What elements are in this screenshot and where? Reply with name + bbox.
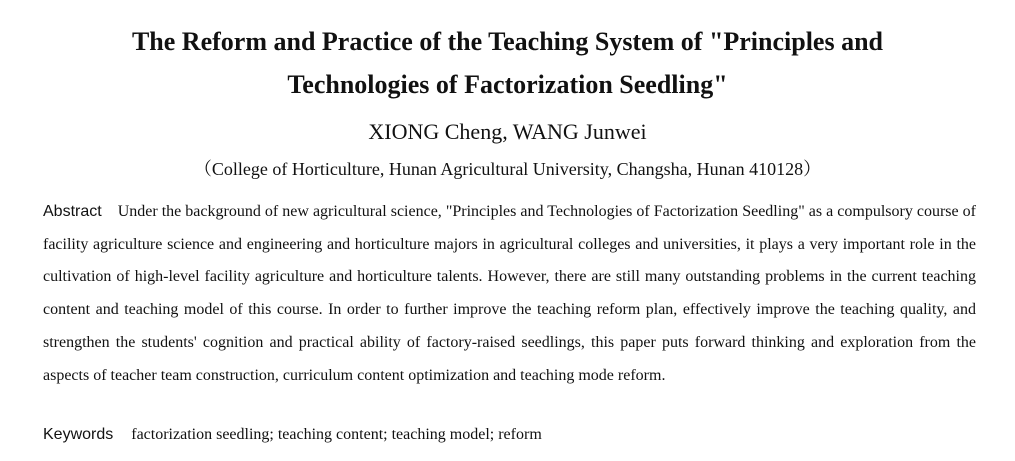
author-list: XIONG Cheng, WANG Junwei <box>368 119 647 144</box>
abstract-label: Abstract <box>43 203 102 220</box>
paper-title-line-1: The Reform and Practice of the Teaching System of "Principles and <box>131 27 884 56</box>
keywords-label: Keywords <box>43 426 114 443</box>
author-affiliation: （College of Horticulture, Hunan Agricultural University, Changsha, Hunan 410128） <box>193 159 822 179</box>
abstract-text: Under the background of new agricultural science, "Principles and Technologies of Factorization Seedling" as a compulsory course of facility agriculture science and engineering and horticulture majors in agricultural colleges and universities, it plays a very important role in the cultivation of high-level facility agriculture and horticulture talents. However, there are still many outstanding problems in the current teaching content and teaching model of this course. In order to further improve the teaching reform plan, effectively improve the teaching quality, and strengthen the students' cognition and practical ability of factory-raised seedlings, this paper puts forward thinking and exploration from the aspects of teacher team construction, curriculum content optimization and teaching mode reform. <box>43 203 976 384</box>
paper-title-line-2: Technologies of Factorization Seedling" <box>287 70 728 99</box>
abstract-section <box>43 196 976 392</box>
keywords-section <box>43 422 976 448</box>
keywords-text: factorization seedling; teaching content; teaching model; reform <box>131 426 542 443</box>
